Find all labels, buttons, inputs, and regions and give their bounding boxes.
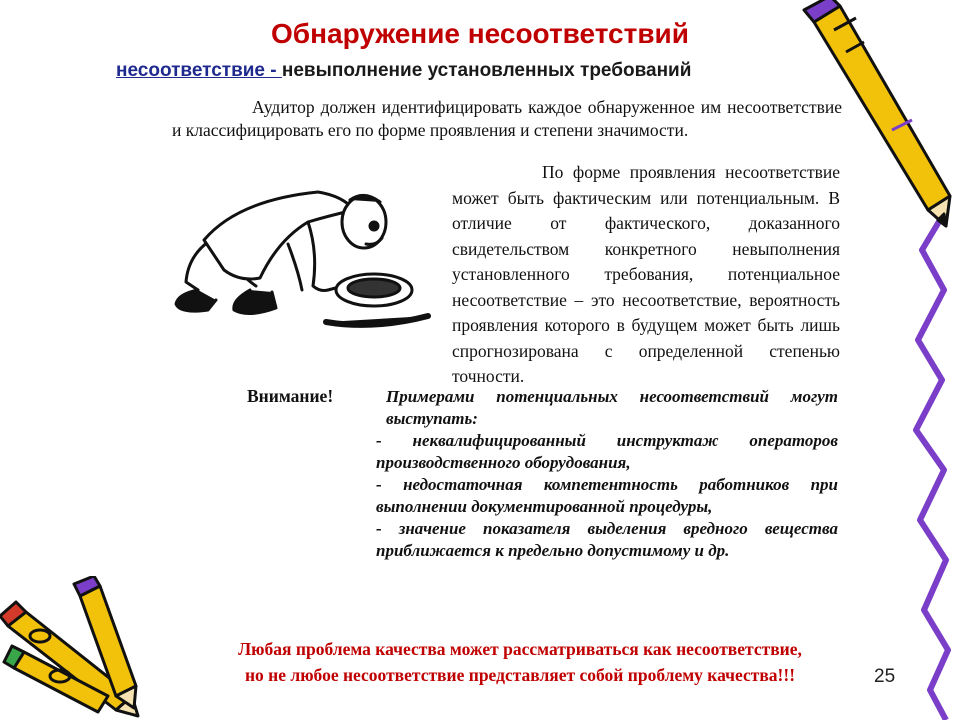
slide-title: Обнаружение несоответствий — [271, 18, 689, 49]
attention-item: - недостаточная компетентность работников при выполнении документированной процедуры, — [376, 475, 838, 516]
page-number: 25 — [874, 666, 896, 687]
attention-item: - неквалифицированный инструктаж операторов производственного оборудования, — [376, 431, 838, 472]
forms-paragraph: По форме проявления несоответствие может быть фактическим или потенциальным. В отличие от фактического, доказанного свидетельством конкретного невыполнения установленного требования, потенциальное несоответствие – это несоответствие, вероятность проявления которого в будущем может быть лишь спрогнозирована с определенной степенью точности. — [452, 162, 840, 386]
attention-lead: Примерами потенциальных несоответствий могут выступать: — [386, 387, 838, 428]
footer-line-2: но не любое несоответствие представляет собой проблему качества!!! — [244, 665, 796, 685]
attention-block — [376, 386, 838, 562]
definition-text: невыполнение установленных требований — [281, 60, 692, 81]
crossed-pencils-icon — [0, 576, 160, 720]
auditor-illustration — [168, 182, 444, 342]
definition-line — [116, 60, 856, 82]
footer-note — [150, 636, 890, 688]
definition-term: несоответствие - — [116, 60, 282, 81]
footer-line-1: Любая проблема качества может рассматриваться как несоответствие, — [238, 639, 802, 659]
intro-paragraph: Аудитор должен идентифицировать каждое обнаруженное им несоответствие и классифицировать его по форме проявления и степени значимости. — [172, 97, 842, 140]
attention-item: - значение показателя выделения вредного вещества приближается к предельно допустимому и др. — [376, 519, 838, 560]
yellow-pencil-icon — [800, 0, 960, 230]
purple-zigzag-decoration — [900, 220, 960, 720]
attention-label: Внимание! — [247, 386, 334, 406]
